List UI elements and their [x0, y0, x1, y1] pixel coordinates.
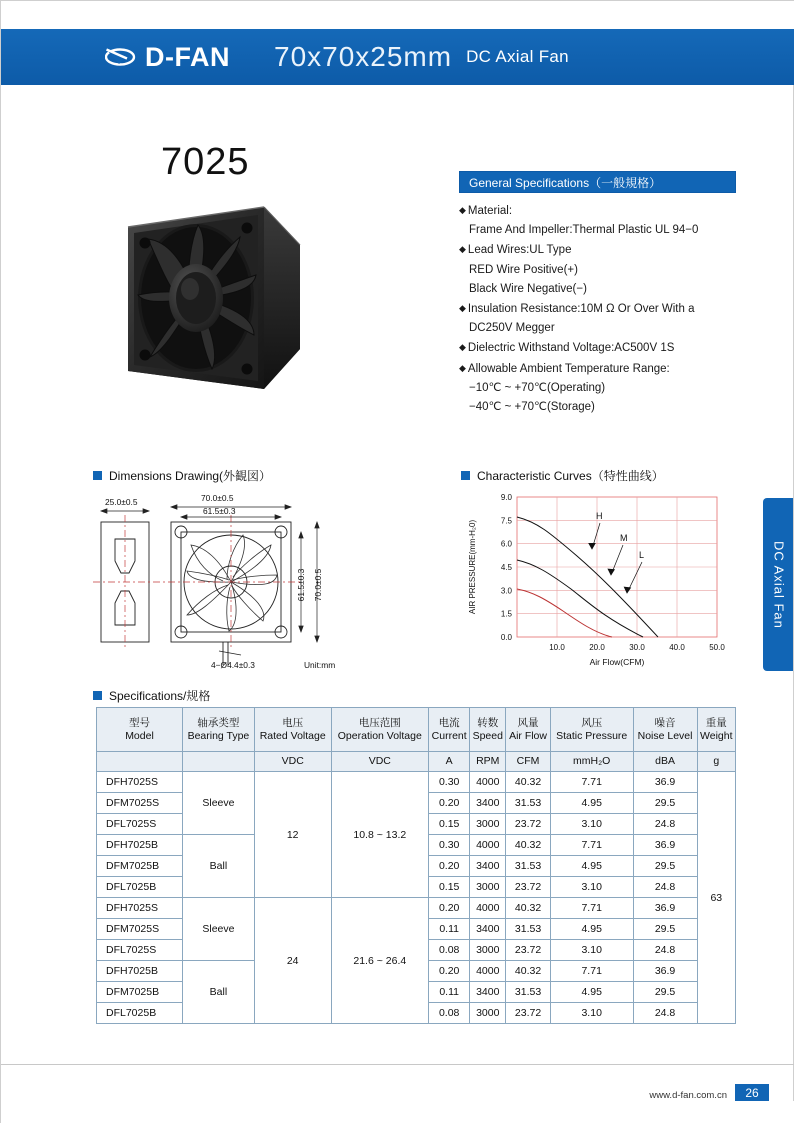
- y-tick-3: 3.0: [500, 586, 512, 596]
- col-weight-en: Weight: [700, 729, 733, 742]
- specifications-heading-text: Specifications/规格: [109, 689, 211, 703]
- table-header-row: [97, 708, 736, 752]
- cell-noise: 24.8: [633, 814, 697, 835]
- bullet-diamond-icon: ◆: [459, 205, 466, 215]
- cell-model: DFH7025S: [97, 898, 183, 919]
- spec-item-lead-wires: Lead Wires:UL Type: [467, 244, 572, 257]
- col-rated-voltage: [254, 708, 331, 752]
- specifications-table: [96, 707, 736, 1024]
- cell-speed: 3400: [470, 982, 506, 1003]
- dim-unit-label: Unit:mm: [304, 660, 336, 670]
- general-specifications-heading: General Specifications（一般規格）: [469, 176, 662, 190]
- x-tick-40: 40.0: [669, 643, 685, 652]
- cell-noise: 24.8: [633, 877, 697, 898]
- cell-operation-voltage: 21.6 ~ 26.4: [331, 898, 428, 1024]
- cell-static-pressure: 7.71: [550, 898, 633, 919]
- col-current-cn: 电流: [438, 716, 460, 729]
- cell-static-pressure: 4.95: [550, 856, 633, 877]
- cell-model: DFH7025B: [97, 961, 183, 982]
- cell-speed: 3400: [470, 856, 506, 877]
- cell-static-pressure: 7.71: [550, 772, 633, 793]
- section-marker-icon: [93, 691, 102, 700]
- col-bearing: [183, 708, 255, 752]
- cell-speed: 4000: [470, 835, 506, 856]
- cell-static-pressure: 7.71: [550, 961, 633, 982]
- cell-noise: 36.9: [633, 898, 697, 919]
- product-type-subtitle: DC Axial Fan: [466, 47, 569, 66]
- bullet-diamond-icon: ◆: [459, 342, 466, 353]
- cell-speed: 3400: [470, 919, 506, 940]
- x-tick-20: 20.0: [589, 643, 605, 652]
- spec-item-megger: DC250V Megger: [469, 322, 555, 335]
- cell-current: 0.20: [429, 793, 470, 814]
- cell-noise: 36.9: [633, 961, 697, 982]
- cell-current: 0.08: [429, 940, 470, 961]
- col-noise: [633, 708, 697, 752]
- col-air-flow-cn: 风量: [517, 716, 539, 729]
- cell-air-flow: 23.72: [506, 877, 551, 898]
- cell-model: DFL7025B: [97, 877, 183, 898]
- cell-model: DFM7025S: [97, 793, 183, 814]
- unit-current: A: [429, 752, 470, 772]
- spec-item-dielectric: Dielectric Withstand Voltage:AC500V 1S: [467, 342, 675, 355]
- cell-air-flow: 31.53: [506, 919, 551, 940]
- col-weight-cn: 重量: [705, 716, 727, 729]
- unit-bearing: [183, 752, 255, 772]
- dim-height-hole-label: 61.5±0.3: [296, 568, 306, 602]
- dim-holes-label: 4−Ø4.4±0.3: [211, 660, 255, 670]
- cell-operation-voltage: 10.8 ~ 13.2: [331, 772, 428, 898]
- cell-bearing: Ball: [183, 961, 255, 1024]
- col-rated-voltage-cn: 电压: [282, 716, 304, 729]
- bullet-diamond-icon: ◆: [459, 244, 466, 255]
- specifications-heading: [93, 687, 210, 704]
- unit-static-pressure: mmH₂O: [550, 752, 633, 772]
- cell-air-flow: 31.53: [506, 982, 551, 1003]
- cell-static-pressure: 7.71: [550, 835, 633, 856]
- top-margin-band: [1, 1, 794, 29]
- col-bearing-cn: 轴承类型: [197, 716, 240, 729]
- cell-air-flow: 40.32: [506, 898, 551, 919]
- unit-rated-voltage: VDC: [254, 752, 331, 772]
- col-speed: [470, 708, 506, 752]
- cell-noise: 29.5: [633, 982, 697, 1003]
- cell-air-flow: 31.53: [506, 856, 551, 877]
- cell-rated-voltage: 12: [254, 772, 331, 898]
- cell-model: DFH7025S: [97, 772, 183, 793]
- cell-air-flow: 40.32: [506, 772, 551, 793]
- col-current-en: Current: [431, 729, 467, 742]
- cell-noise: 24.8: [633, 1003, 697, 1024]
- cell-noise: 24.8: [633, 940, 697, 961]
- col-model: [97, 708, 183, 752]
- cell-air-flow: 23.72: [506, 1003, 551, 1024]
- cell-rated-voltage: 24: [254, 898, 331, 1024]
- legend-H: H: [596, 511, 603, 521]
- cell-current: 0.15: [429, 877, 470, 898]
- fan-product-photo: [114, 199, 310, 399]
- bullet-diamond-icon: ◆: [459, 362, 466, 373]
- col-speed-cn: 转数: [477, 716, 499, 729]
- cell-current: 0.20: [429, 856, 470, 877]
- unit-noise: dBA: [633, 752, 697, 772]
- characteristic-curves-heading: [461, 467, 664, 484]
- cell-bearing: Ball: [183, 835, 255, 898]
- characteristic-curves-chart: [459, 487, 749, 677]
- cell-air-flow: 40.32: [506, 835, 551, 856]
- spec-item-frame: Frame And Impeller:Thermal Plastic UL 94−0: [469, 224, 699, 237]
- spec-item-black-wire: Black Wire Negative(−): [469, 282, 587, 295]
- table-row: [97, 772, 736, 793]
- col-operation-voltage: [331, 708, 428, 752]
- cell-static-pressure: 3.10: [550, 814, 633, 835]
- cell-noise: 36.9: [633, 772, 697, 793]
- footer-divider: [1, 1064, 794, 1065]
- page-number-badge: 26: [735, 1084, 769, 1102]
- unit-speed: RPM: [470, 752, 506, 772]
- col-air-flow-en: Air Flow: [509, 729, 547, 742]
- cell-model: DFH7025B: [97, 835, 183, 856]
- cell-speed: 3000: [470, 1003, 506, 1024]
- cell-model: DFM7025S: [97, 919, 183, 940]
- col-operation-voltage-cn: 电压范围: [358, 716, 401, 729]
- spec-item-ambient-temp: Allowable Ambient Temperature Range:: [467, 362, 670, 375]
- cell-speed: 4000: [470, 961, 506, 982]
- col-noise-cn: 噪音: [654, 716, 676, 729]
- y-tick-9: 9.0: [500, 493, 512, 502]
- page-header: [1, 29, 794, 85]
- table-row: [97, 898, 736, 919]
- spec-item-storage-temp: −40℃ ~ +70℃(Storage): [469, 401, 595, 414]
- x-tick-10: 10.0: [549, 643, 565, 652]
- col-rated-voltage-en: Rated Voltage: [259, 729, 326, 742]
- table-units-row: [97, 752, 736, 772]
- col-operation-voltage-en: Operation Voltage: [337, 729, 422, 742]
- cell-current: 0.30: [429, 772, 470, 793]
- spec-item-operating-temp: −10℃ ~ +70℃(Operating): [469, 381, 606, 394]
- col-air-flow: [506, 708, 551, 752]
- legend-L: L: [639, 550, 645, 560]
- cell-bearing: Sleeve: [183, 898, 255, 961]
- col-noise-en: Noise Level: [637, 729, 693, 742]
- bottom-margin-band: [1, 1101, 794, 1124]
- chart-x-axis-label: Air Flow(CFM): [589, 657, 645, 667]
- spec-item-insulation: Insulation Resistance:10M Ω Or Over With a: [467, 303, 695, 316]
- cell-model: DFL7025B: [97, 1003, 183, 1024]
- cell-static-pressure: 4.95: [550, 793, 633, 814]
- cell-air-flow: 23.72: [506, 940, 551, 961]
- cell-current: 0.30: [429, 835, 470, 856]
- dim-width-hole-label: 61.5±0.3: [203, 506, 236, 516]
- dimensions-drawing: [91, 487, 366, 672]
- col-bearing-en: Bearing Type: [187, 729, 250, 742]
- cell-bearing: Sleeve: [183, 772, 255, 835]
- cell-air-flow: 31.53: [506, 793, 551, 814]
- dim-width-outer-label: 70.0±0.5: [201, 493, 234, 503]
- y-tick-4.5: 4.5: [500, 563, 512, 572]
- col-current: [429, 708, 470, 752]
- cell-current: 0.11: [429, 982, 470, 1003]
- cell-noise: 29.5: [633, 919, 697, 940]
- cell-model: DFL7025S: [97, 940, 183, 961]
- general-specifications-list: [459, 201, 759, 417]
- swoosh-icon: [105, 45, 139, 69]
- cell-static-pressure: 3.10: [550, 940, 633, 961]
- cell-speed: 3000: [470, 940, 506, 961]
- cell-current: 0.15: [429, 814, 470, 835]
- cell-model: DFM7025B: [97, 982, 183, 1003]
- col-static-pressure-cn: 风压: [581, 716, 603, 729]
- cell-speed: 4000: [470, 772, 506, 793]
- bullet-diamond-icon: ◆: [459, 303, 466, 314]
- spec-item-material: Material:: [467, 205, 513, 217]
- chart-y-axis-label: AIR PRESSURE(mm-H₂0): [468, 519, 477, 615]
- dimensions-drawing-heading: [93, 467, 271, 484]
- cell-speed: 3000: [470, 814, 506, 835]
- col-static-pressure-en: Static Pressure: [556, 729, 628, 742]
- y-tick-6: 6.0: [500, 539, 512, 549]
- y-tick-0: 0.0: [500, 633, 512, 642]
- cell-model: DFM7025B: [97, 856, 183, 877]
- cell-weight: 63: [697, 772, 735, 1024]
- cell-noise: 36.9: [633, 835, 697, 856]
- col-model-cn: 型号: [129, 716, 150, 729]
- y-tick-1.5: 1.5: [500, 609, 512, 619]
- unit-model: [97, 752, 183, 772]
- cell-speed: 4000: [470, 898, 506, 919]
- col-speed-en: Speed: [472, 729, 503, 742]
- model-number-heading: 7025: [161, 141, 250, 183]
- product-dimensions-title: 70x70x25mm: [274, 41, 453, 72]
- section-marker-icon: [93, 471, 102, 480]
- cell-current: 0.20: [429, 961, 470, 982]
- dimensions-drawing-heading-text: Dimensions Drawing(外観図）: [109, 469, 272, 483]
- cell-air-flow: 40.32: [506, 961, 551, 982]
- cell-speed: 3000: [470, 877, 506, 898]
- spec-item-red-wire: RED Wire Positive(+): [469, 263, 578, 276]
- cell-model: DFL7025S: [97, 814, 183, 835]
- side-tab-label: DC Axial Fan: [771, 540, 787, 629]
- col-static-pressure: [550, 708, 633, 752]
- brand-logo: [105, 42, 230, 73]
- dim-height-outer-label: 70.0±0.5: [313, 568, 323, 602]
- col-weight: [697, 708, 735, 752]
- cell-current: 0.11: [429, 919, 470, 940]
- cell-current: 0.08: [429, 1003, 470, 1024]
- cell-static-pressure: 4.95: [550, 982, 633, 1003]
- y-tick-7.5: 7.5: [500, 516, 512, 526]
- cell-static-pressure: 3.10: [550, 877, 633, 898]
- x-tick-50: 50.0: [709, 643, 725, 652]
- cell-static-pressure: 4.95: [550, 919, 633, 940]
- cell-noise: 29.5: [633, 856, 697, 877]
- cell-static-pressure: 3.10: [550, 1003, 633, 1024]
- cell-speed: 3400: [470, 793, 506, 814]
- footer-website-url: www.d-fan.com.cn: [649, 1090, 727, 1101]
- cell-current: 0.20: [429, 898, 470, 919]
- unit-operation-voltage: VDC: [331, 752, 428, 772]
- cell-noise: 29.5: [633, 793, 697, 814]
- unit-air-flow: CFM: [506, 752, 551, 772]
- x-tick-30: 30.0: [629, 643, 645, 652]
- dim-thickness-label: 25.0±0.5: [105, 497, 138, 507]
- cell-air-flow: 23.72: [506, 814, 551, 835]
- characteristic-curves-heading-text: Characteristic Curves（特性曲线）: [477, 469, 664, 483]
- section-marker-icon: [461, 471, 470, 480]
- legend-M: M: [620, 533, 628, 543]
- unit-weight: g: [697, 752, 735, 772]
- brand-name: D-FAN: [145, 41, 230, 72]
- col-model-en: Model: [125, 729, 154, 742]
